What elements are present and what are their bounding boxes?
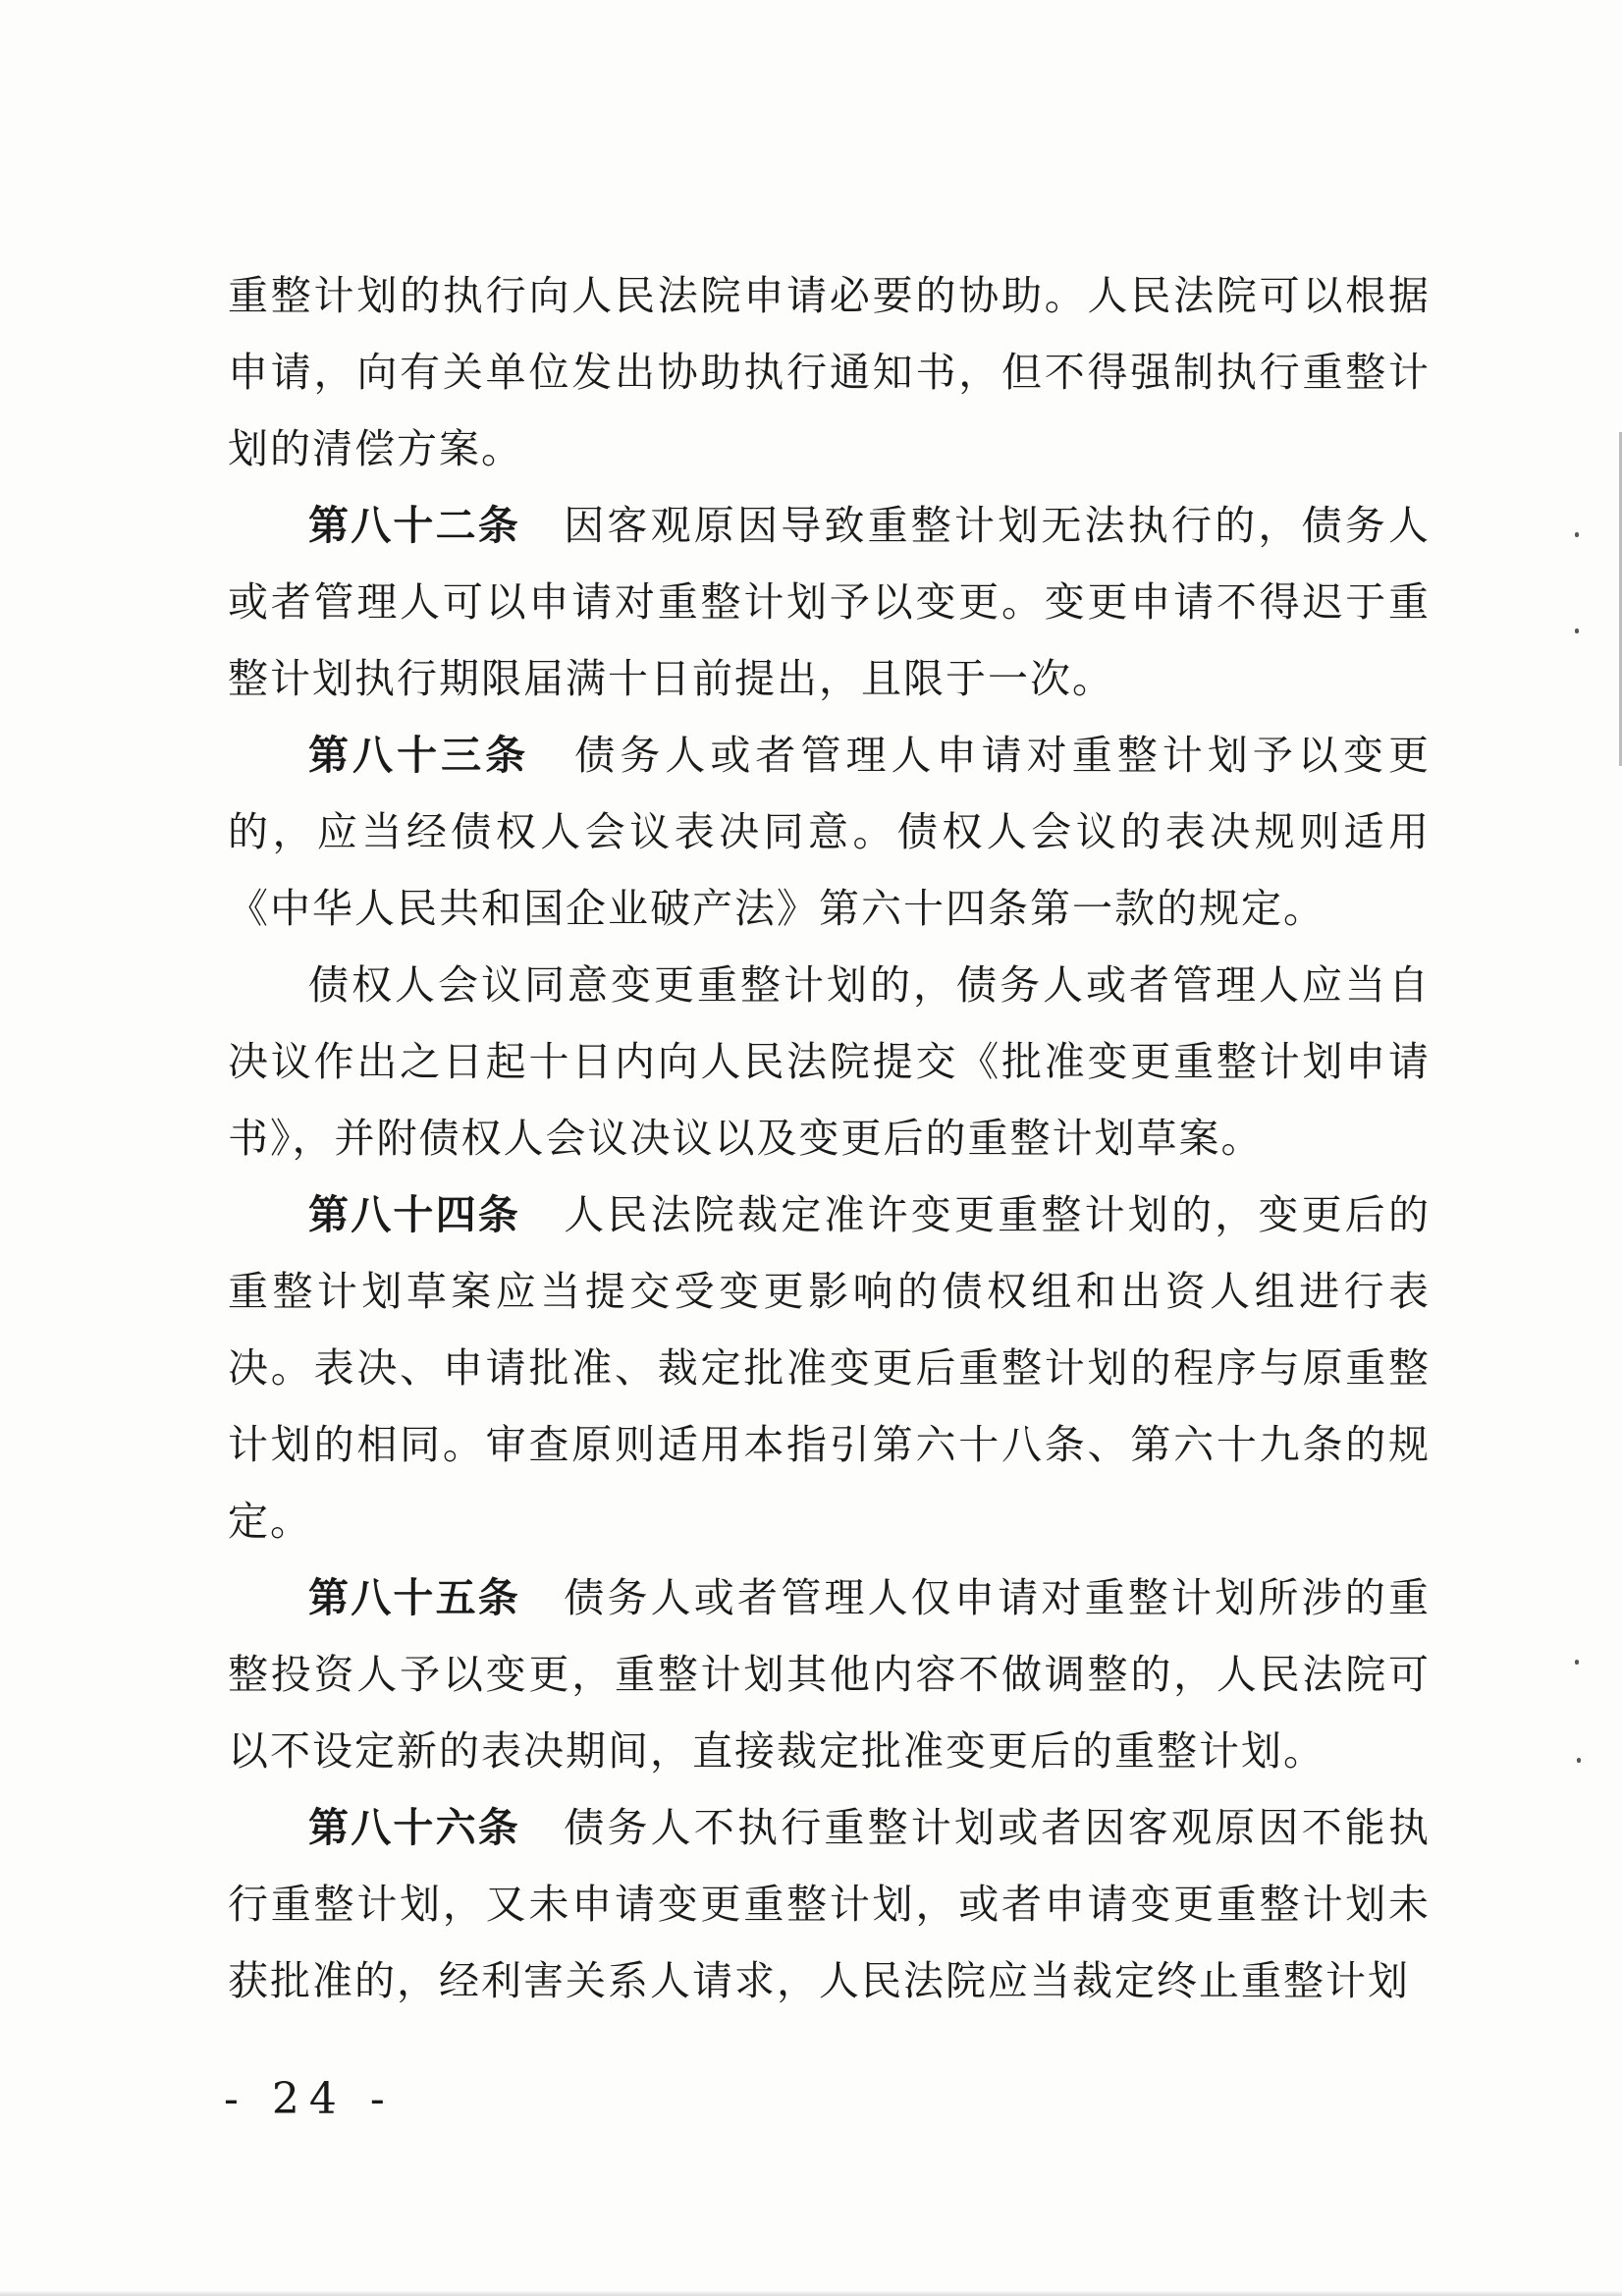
scan-speck (1575, 629, 1579, 633)
article-label: 第八十六条 (308, 1804, 520, 1851)
article-86 (228, 1789, 1431, 2019)
article-label: 第八十二条 (308, 502, 520, 549)
article-83 (228, 717, 1431, 947)
article-label: 第八十四条 (308, 1191, 520, 1238)
scan-speck (1575, 532, 1579, 537)
paragraph-text: 人民法院裁定准许变更重整计划的，变更后的重整计划草案应当提交受变更影响的债权组和出资人组进行表决。表决、申请批准、裁定批准变更后重整计划的程序与原重整计划的相同。审查原则适用本指引第六十八条、第六十九条的规定。 (228, 1191, 1432, 1545)
page-number: - 24 - (224, 2074, 395, 2124)
paragraph-text: 债权人会议同意变更重整计划的，债务人或者管理人应当自决议作出之日起十日内向人民法院提交《批准变更重整计划申请书》，并附债权人会议决议以及变更后的重整计划草案。 (228, 961, 1431, 1162)
article-85 (228, 1559, 1431, 1789)
document-body (228, 257, 1431, 2019)
paragraph-text: 因客观原因导致重整计划无法执行的，债务人或者管理人可以申请对重整计划予以变更。变更申请不得迟于重整计划执行期限届满十日前提出，且限于一次。 (228, 502, 1432, 702)
article-82 (228, 487, 1431, 717)
article-label: 第八十三条 (308, 732, 530, 779)
paragraph-text: 债务人或者管理人仅申请对重整计划所涉的重整投资人予以变更，重整计划其他内容不做调整的，人民法院可以不设定新的表决期间，直接裁定批准变更后的重整计划。 (228, 1574, 1432, 1775)
article-84 (228, 1176, 1431, 1559)
scan-edge-bottom (0, 2290, 1622, 2296)
paragraph-continuation (228, 257, 1431, 487)
article-label: 第八十五条 (308, 1574, 520, 1621)
paragraph-text: 债务人或者管理人申请对重整计划予以变更的，应当经债权人会议表决同意。债权人会议的表决规则适用《中华人民共和国企业破产法》第六十四条第一款的规定。 (228, 732, 1432, 932)
paragraph-text: 债务人不执行重整计划或者因客观原因不能执行重整计划，又未申请变更重整计划，或者申请变更重整计划未获批准的，经利害关系人请求，人民法院应当裁定终止重整计划 (228, 1804, 1432, 2004)
scan-speck (1577, 1758, 1581, 1763)
scan-speck (1575, 1660, 1579, 1665)
article-83-paragraph-2 (228, 947, 1431, 1176)
paragraph-text: 重整计划的执行向人民法院申请必要的协助。人民法院可以根据申请，向有关单位发出协助执行通知书，但不得强制执行重整计划的清偿方案。 (228, 272, 1431, 472)
